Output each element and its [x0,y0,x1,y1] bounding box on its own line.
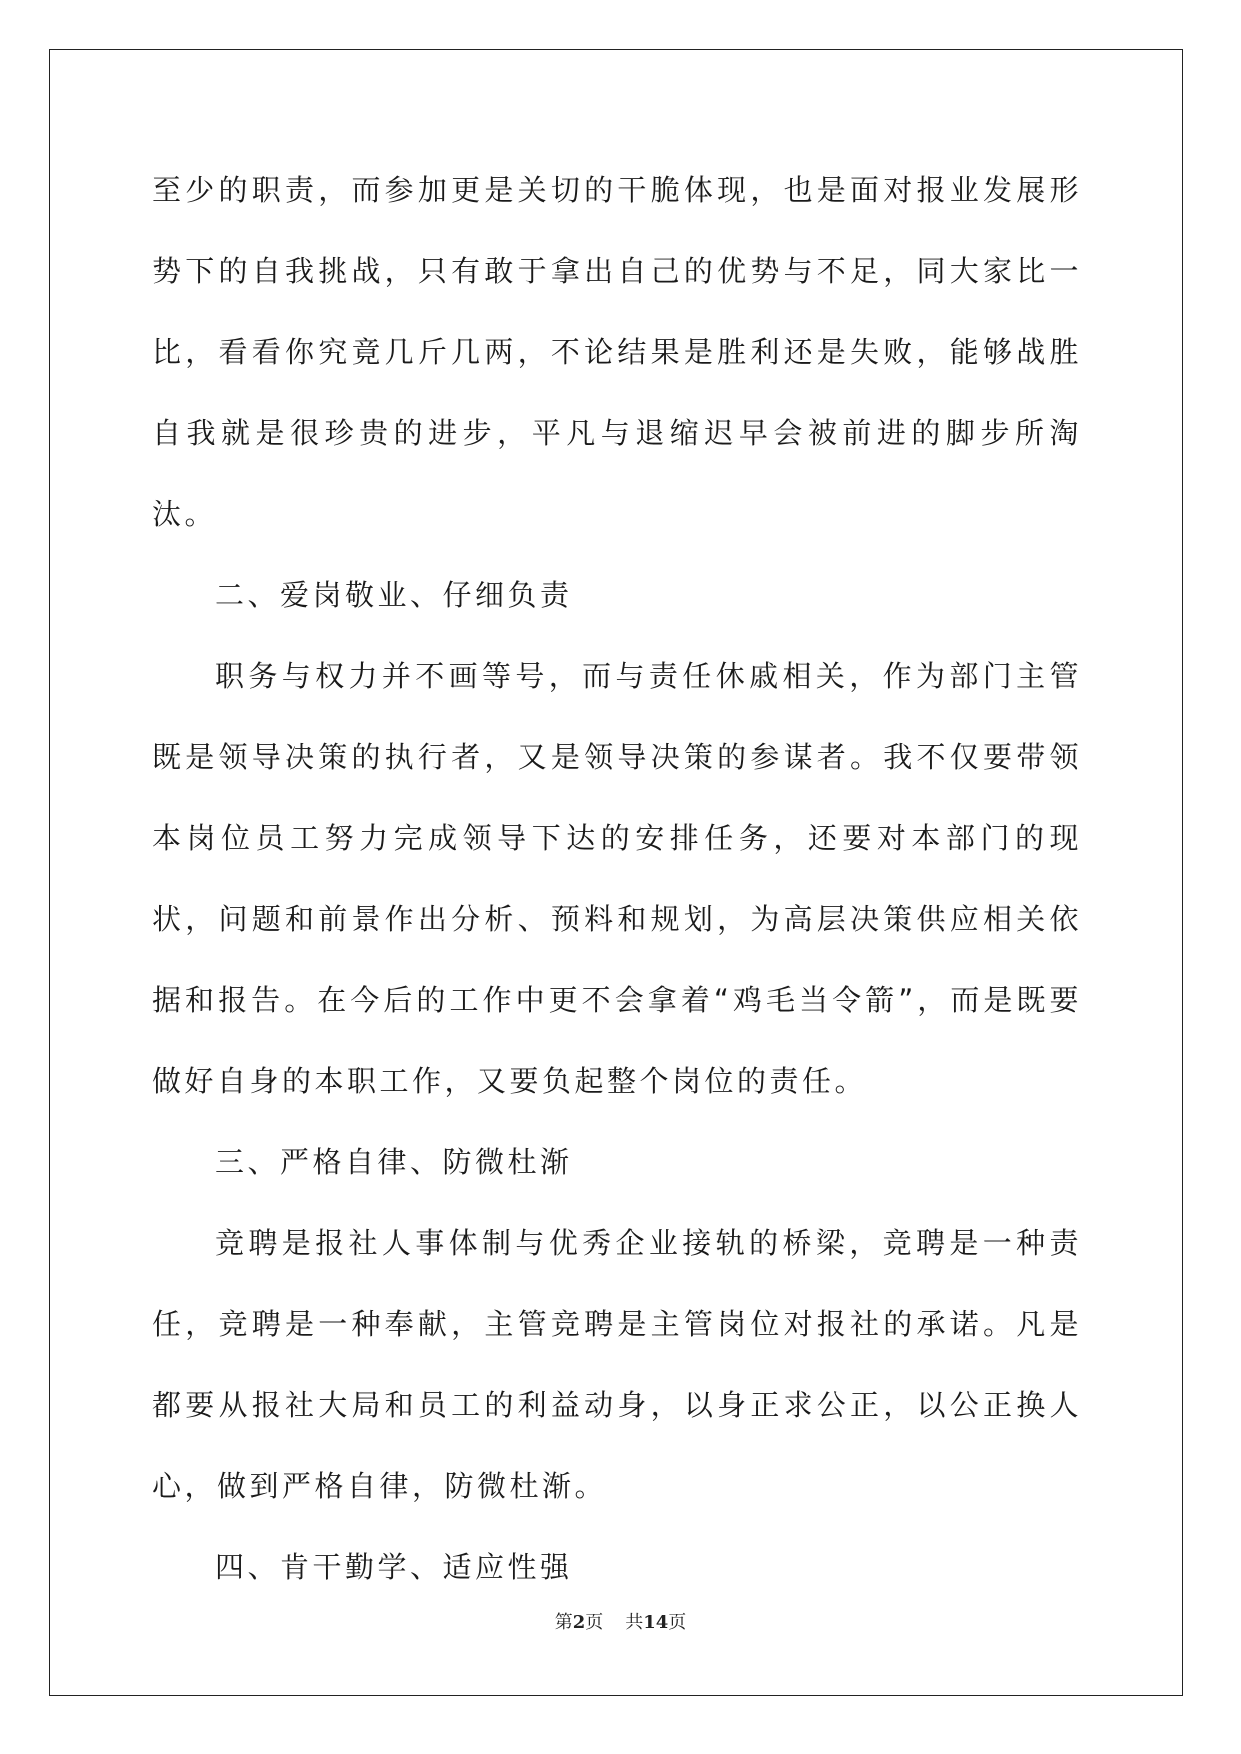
document-body [152,150,1082,1608]
page-suffix: 页 [585,1612,604,1633]
total-suffix: 页 [668,1612,687,1633]
page-prefix: 第 [554,1612,573,1633]
page-footer [0,1608,1241,1634]
paragraph-duties: 职务与权力并不画等号，而与责任休戚相关，作为部门主管既是领导决策的执行者，又是领导决策的参谋者。我不仅要带领本岗位员工努力完成领导下达的安排任务，还要对本部门的现状，问题和前景作出分析、预料和规划，为高层决策供应相关依据和报告。在今后的工作中更不会拿着“鸡毛当令箭”，而是既要做好自身的本职工作，又要负起整个岗位的责任。 [152,659,1082,1098]
total-prefix: 共 [625,1612,644,1633]
section-heading-2: 二、爱岗敬业、仔细负责 [215,578,573,612]
paragraph-self-discipline: 竞聘是报社人事体制与优秀企业接轨的桥梁，竞聘是一种责任，竞聘是一种奉献，主管竞聘是主管岗位对报社的承诺。凡是都要从报社大局和员工的利益动身，以身正求公正，以公正换人心，做到严格自律，防微杜渐。 [152,1226,1082,1503]
paragraph-continuation: 至少的职责，而参加更是关切的干脆体现，也是面对报业发展形势下的自我挑战，只有敢于拿出自己的优势与不足，同大家比一比，看看你究竟几斤几两，不论结果是胜利还是失败，能够战胜自我就是很珍贵的进步，平凡与退缩迟早会被前进的脚步所淘汰。 [152,173,1082,531]
page-number: 2 [572,1612,586,1633]
section-heading-3: 三、严格自律、防微杜渐 [215,1145,573,1179]
section-heading-4: 四、肯干勤学、适应性强 [215,1550,573,1584]
total-pages: 14 [643,1612,669,1633]
